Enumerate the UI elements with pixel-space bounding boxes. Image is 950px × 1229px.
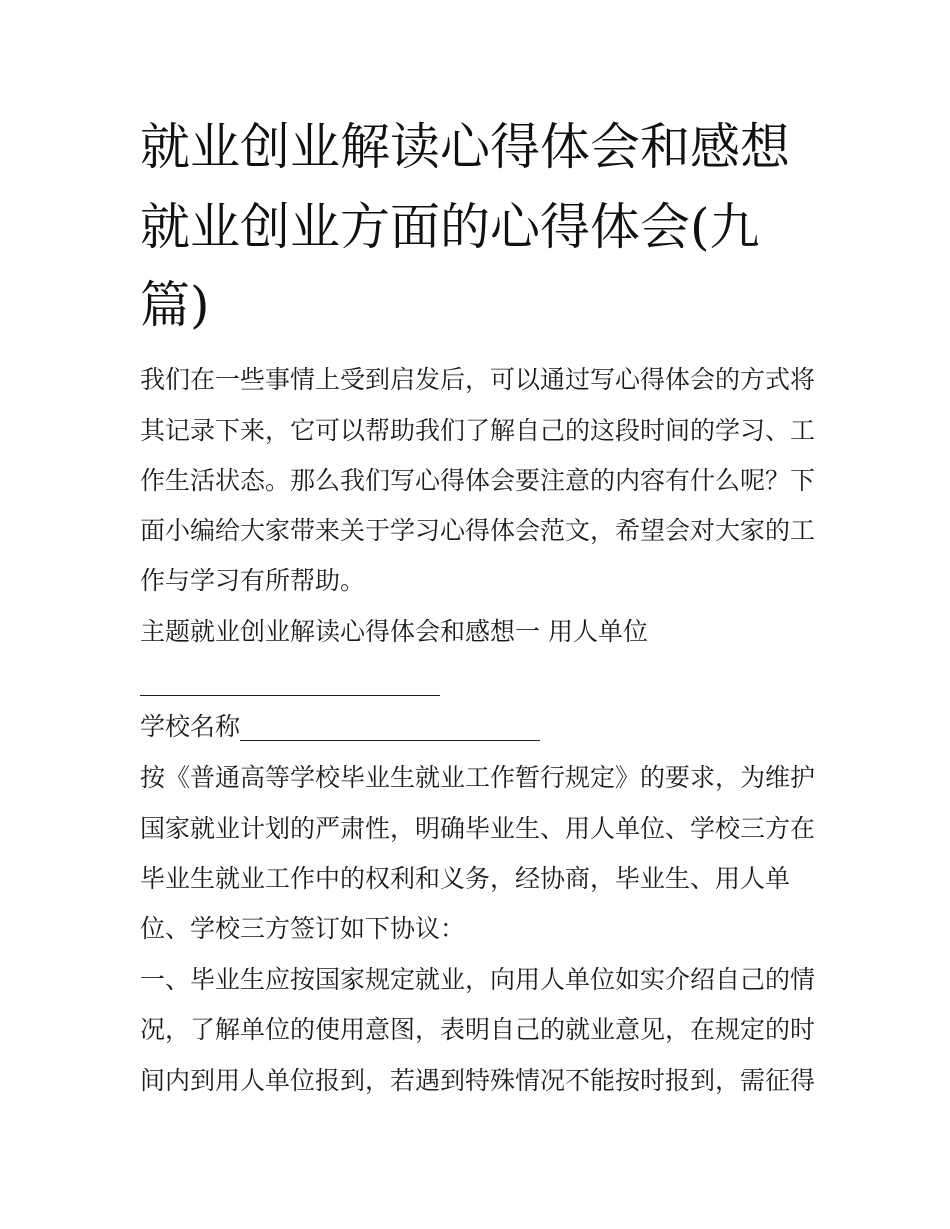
document-title-line-3: 篇) [140, 276, 210, 334]
body-line-11: 况，了解单位的使用意图，表明自己的就业意见，在规定的时 [140, 1015, 816, 1044]
document-title-line-1: 就业创业解读心得体会和感想 [140, 118, 790, 176]
body-line-7: 国家就业计划的严肃性，明确毕业生、用人单位、学校三方在 [140, 814, 816, 843]
body-line-10: 一、毕业生应按国家规定就业，向用人单位如实介绍自己的情 [140, 965, 816, 994]
body-line-1: 我们在一些事情上受到启发后，可以通过写心得体会的方式将 [140, 365, 816, 394]
body-line-9: 位、学校三方签订如下协议： [140, 914, 466, 943]
body-line-3: 作生活状态。那么我们写心得体会要注意的内容有什么呢？下 [140, 466, 816, 495]
blank-underline: ________________________ [140, 667, 440, 696]
body-line-12: 间内到用人单位报到，若遇到特殊情况不能按时报到，需征得 [140, 1066, 816, 1095]
document-title-line-2: 就业创业方面的心得体会(九 [140, 198, 760, 256]
body-line-6: 按《普通高等学校毕业生就业工作暂行规定》的要求，为维护 [140, 763, 816, 792]
body-line-5: 作与学习有所帮助。 [140, 566, 366, 595]
body-line-8: 毕业生就业工作中的权利和义务，经协商，毕业生、用人单 [140, 864, 791, 893]
body-line-2: 其记录下来，它可以帮助我们了解自己的这段时间的学习、工 [140, 416, 816, 445]
school-name-line: 学校名称________________________ [140, 712, 541, 741]
subtitle-line: 主题就业创业解读心得体会和感想一 用人单位 [140, 617, 648, 646]
body-line-4: 面小编给大家带来关于学习心得体会范文，希望会对大家的工 [140, 516, 816, 545]
